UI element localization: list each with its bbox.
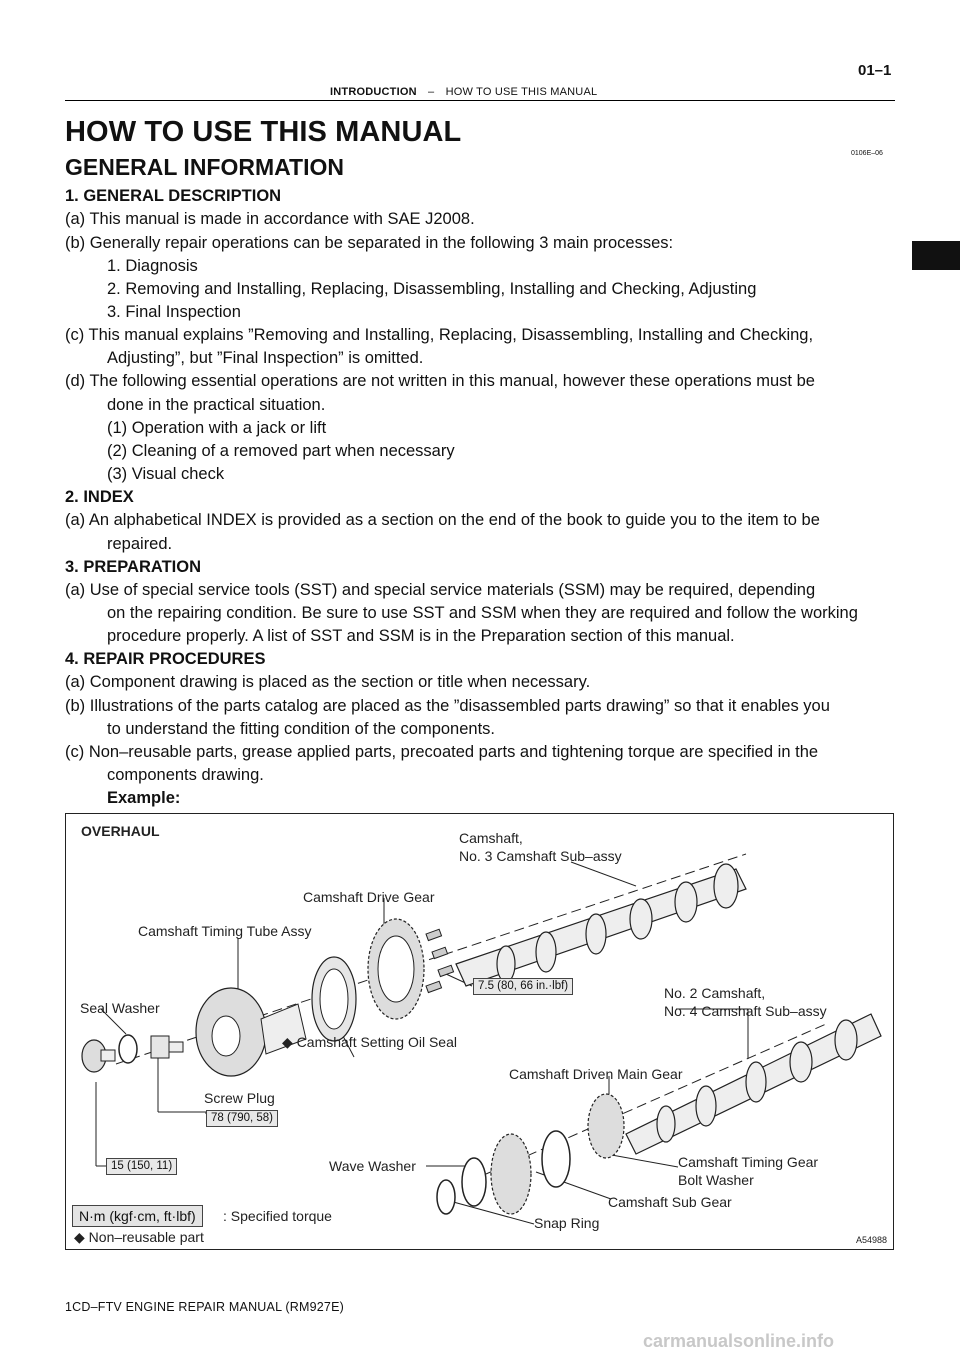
process-item-1: 1. Diagnosis	[107, 257, 198, 275]
bolt-part	[82, 1040, 115, 1072]
label-no3-camshaft: No. 3 Camshaft Sub–assy	[459, 848, 622, 864]
figure-id: A54988	[856, 1235, 888, 1245]
gear-bolts	[426, 929, 454, 992]
label-no4-camshaft: No. 4 Camshaft Sub–assy	[664, 1003, 827, 1019]
label-setting-oil-seal	[282, 1034, 457, 1050]
watermark: carmanualsonline.info	[643, 1331, 835, 1351]
legend-torque-text: : Specified torque	[223, 1208, 332, 1224]
camshaft-setting-oil-seal	[312, 957, 356, 1041]
label-timing-gear-bolt-line2: Bolt Washer	[678, 1172, 754, 1188]
running-header	[330, 86, 597, 98]
torque-label-screw-plug: 78 (790, 58)	[206, 1110, 278, 1127]
label-seal-washer: Seal Washer	[80, 1000, 160, 1016]
paragraph-1c-line2: Adjusting”, but ”Final Inspection” is omitted.	[107, 349, 424, 367]
label-drive-gear: Camshaft Drive Gear	[303, 889, 435, 905]
footer-manual-id: 1CD–FTV ENGINE REPAIR MANUAL (RM927E)	[65, 1300, 344, 1314]
label-sub-gear: Camshaft Sub Gear	[608, 1194, 732, 1210]
operation-item-2: (2) Cleaning of a removed part when necessary	[107, 442, 455, 460]
nonreusable-mark: ◆	[282, 1034, 293, 1050]
paragraph-1a: (a) This manual is made in accordance with SAE J2008.	[65, 210, 475, 228]
header-rule	[65, 100, 895, 101]
figure-heading: OVERHAUL	[81, 823, 160, 839]
camshaft-sub-gear-part	[491, 1134, 531, 1214]
label-timing-tube: Camshaft Timing Tube Assy	[138, 923, 312, 939]
paragraph-4b-line2: to understand the fitting condition of the components.	[107, 720, 496, 738]
paragraph-2a-line1: (a) An alphabetical INDEX is provided as a section on the end of the book to guide you to the item to be	[65, 511, 820, 529]
header-section: INTRODUCTION	[330, 86, 417, 98]
exploded-parts-drawing	[66, 814, 895, 1251]
label-setting-oil-seal-text: Camshaft Setting Oil Seal	[296, 1034, 457, 1050]
driven-main-gear-part	[588, 1094, 624, 1158]
process-item-2: 2. Removing and Installing, Replacing, Disassembling, Installing and Checking, Adjusting	[107, 280, 757, 298]
label-driven-main-gear: Camshaft Driven Main Gear	[509, 1066, 683, 1082]
paragraph-3a-line1: (a) Use of special service tools (SST) and special service materials (SSM) may be required, depending	[65, 581, 816, 599]
paragraph-3a-line2: on the repairing condition. Be sure to use SST and SSM when they are required and follow the working	[107, 604, 858, 622]
seal-washer-part	[119, 1035, 137, 1063]
paragraph-4c-line2: components drawing.	[107, 766, 264, 784]
camshaft-upper	[456, 864, 746, 986]
paragraph-1b: (b) Generally repair operations can be separated in the following 3 main processes:	[65, 234, 674, 252]
wave-washer-part	[462, 1158, 486, 1206]
camshaft-drive-gear	[368, 919, 424, 1019]
heading-general-description: 1. GENERAL DESCRIPTION	[65, 187, 282, 205]
leader-bolt-washer	[606, 1154, 678, 1167]
section-tab-marker	[912, 241, 960, 270]
paragraph-4b-line1: (b) Illustrations of the parts catalog are placed as the ”disassembled parts drawing” so that it enables you	[65, 697, 830, 715]
paragraph-3a-line3: procedure properly. A list of SST and SSM is in the Preparation section of this manual.	[107, 627, 735, 645]
operation-item-1: (1) Operation with a jack or lift	[107, 419, 327, 437]
legend-torque-unit: N·m (kgf·cm, ft·lbf)	[72, 1205, 203, 1227]
page-number: 01–1	[858, 62, 892, 79]
header-separator: –	[428, 86, 435, 98]
example-label: Example:	[107, 789, 181, 807]
paragraph-1d-line2: done in the practical situation.	[107, 396, 326, 414]
process-item-3: 3. Final Inspection	[107, 303, 241, 321]
nonreusable-legend-text: Non–reusable part	[88, 1229, 204, 1245]
page-title: HOW TO USE THIS MANUAL	[65, 116, 462, 148]
torque-label-gear-bolt: 7.5 (80, 66 in.·lbf)	[473, 978, 573, 995]
header-topic: HOW TO USE THIS MANUAL	[445, 86, 598, 98]
paragraph-2a-line2: repaired.	[107, 535, 173, 553]
operation-item-3: (3) Visual check	[107, 465, 225, 483]
heading-repair-procedures: 4. REPAIR PROCEDURES	[65, 650, 266, 668]
label-snap-ring: Snap Ring	[534, 1215, 600, 1231]
label-timing-gear-bolt-line1: Camshaft Timing Gear	[678, 1154, 819, 1170]
leader-camshaft	[571, 862, 636, 886]
snap-ring-part	[437, 1180, 455, 1214]
paragraph-1c-line1: (c) This manual explains ”Removing and Installing, Replacing, Disassembling, Installing and Checking,	[65, 326, 814, 344]
torque-label-bolt: 15 (150, 11)	[106, 1158, 177, 1175]
paragraph-1d-line1: (d) The following essential operations are not written in this manual, however these operations must be	[65, 372, 815, 390]
nonreusable-legend-mark: ◆	[74, 1229, 85, 1245]
legend-nonreusable	[74, 1229, 204, 1245]
label-screw-plug: Screw Plug	[204, 1090, 275, 1106]
label-wave-washer: Wave Washer	[329, 1158, 416, 1174]
label-no2-camshaft: No. 2 Camshaft,	[664, 985, 766, 1001]
bolt-washer-part	[542, 1131, 570, 1187]
overhaul-illustration	[65, 813, 894, 1250]
screw-plug-part	[151, 1036, 183, 1058]
section-subtitle: GENERAL INFORMATION	[65, 154, 344, 180]
document-id: 0106E–06	[851, 150, 883, 157]
camshaft-timing-tube-assy	[196, 988, 306, 1076]
camshaft-lower	[626, 1014, 881, 1154]
paragraph-4c-line1: (c) Non–reusable parts, grease applied parts, precoated parts and tightening torque are specified in the	[65, 743, 819, 761]
label-camshaft: Camshaft,	[459, 830, 523, 846]
heading-preparation: 3. PREPARATION	[65, 558, 201, 576]
paragraph-4a: (a) Component drawing is placed as the section or title when necessary.	[65, 673, 591, 691]
heading-index: 2. INDEX	[65, 488, 134, 506]
